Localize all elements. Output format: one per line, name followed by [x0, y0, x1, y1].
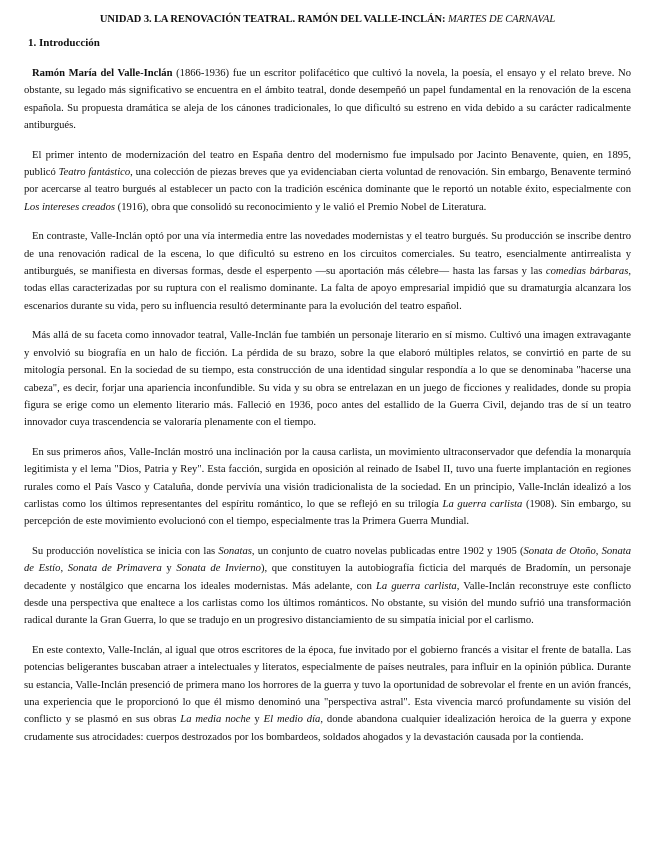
document-title-main: UNIDAD 3. LA RENOVACIÓN TEATRAL. RAMÓN DEL VALLE-INCLÁN: — [99, 14, 446, 25]
paragraph — [24, 543, 631, 630]
paragraph — [24, 642, 631, 746]
author-name: Ramón María del Valle-Inclán — [32, 68, 173, 79]
text-run: Más allá de su faceta como innovador teatral, Valle-Inclán fue también un personaje literario en sí mismo. Cultivó una imagen extravagante y envolvió su biografía en un halo de ficción. La pérdida de su brazo, sobre la que elaboró múltiples relatos, se convirtió en parte de su mitología personal. En la sociedad de su tiempo, esta construcción de una identidad singular respondía a lo que se denominaba "hacerse una cabeza", es decir, forjar una apariencia inconfundible. Su vida y su obra se entrelazan en un juego de ficciones y realidades, donde su propia figura se erige como un elemento literario más. Falleció en 1936, poco antes del estallido de la Guerra Civil, dejando tras de sí un teatro innovador cuya trascendencia se valoraría plenamente con el tiempo. — [24, 330, 631, 429]
text-run: , Valle-Inclán reconstruye este conflicto desde una perspectiva que enaltece a los carlistas como los últimos románticos. No obstante, su visión del mundo sufrió una transformación radical durante la Gran Guerra, lo que se tradujo en un progresivo distanciamiento de su simpatía inicial por el carlismo. — [24, 580, 631, 627]
paragraph — [24, 327, 631, 431]
text-run: En este contexto, Valle-Inclán, al igual que otros escritores de la época, fue invitado por el gobierno francés a visitar el frente de batalla. Las potencias beligerantes buscaban atraer a intelectuales y literatos, especialmente de países neutrales, para influir en la opinión pública. Durante su estancia, Valle-Inclán presenció de primera mano los horrores de la guerra y tuvo la oportunidad de sobrevolar el frente en un avión francés, una experiencia que le proporcionó lo que él mismo denominó una "perspectiva astral". Esta vivencia marcó profundamente su visión del conflicto y se plasmó en sus obras — [24, 644, 631, 726]
document-title-work: MARTES DE CARNAVAL — [447, 14, 556, 25]
work-title: La guerra carlista — [376, 580, 457, 592]
paragraph — [24, 444, 631, 531]
text-run: (1866-1936) fue un escritor polifacético que cultivó la novela, la poesía, el ensayo y el relato breve. No obstante, su legado más significativo se encuentra en el ámbito teatral, donde desempeñó un papel fundamental en la renovación de la escena española. Su propuesta dramática se aleja de los cánones tradicionales, lo que dificultó su estreno en vida debido a su carácter radicalmente antiburgués. — [24, 68, 631, 132]
document-body — [24, 65, 631, 746]
work-title: Sonatas — [218, 545, 252, 557]
work-title: Sonata de Otoño — [523, 545, 596, 557]
text-run: , donde abandona cualquier idealización heroica de la guerra y expone crudamente sus atrocidades: cuerpos destrozados por los bombardeos, soldados ahogados y la devastación causada por la contienda. — [24, 714, 632, 743]
text-run: , todas ellas caracterizadas por su ruptura con el realismo dominante. La falta de apoyo empresarial impidió que su dramaturgia alcanzara los escenarios durante su vida, pero su influencia resultó determinante para la evolución del teatro español. — [24, 266, 632, 312]
paragraph — [24, 147, 631, 217]
text-run: (1916), obra que consolidó su reconocimiento y le valió el Premio Nobel de Literatura. — [115, 201, 487, 213]
section-heading: 1. Introducción — [28, 37, 100, 49]
work-title: Teatro fantástico — [58, 167, 131, 179]
text-run: Su producción novelística se inicia con las — [32, 545, 219, 557]
text-run: , — [60, 563, 68, 575]
paragraph — [24, 228, 631, 315]
text-run: , — [595, 545, 602, 557]
text-run: En contraste, Valle-Inclán optó por una vía intermedia entre las novedades modernistas y el teatro burgués. Su producción se inscribe dentro de una renovación radical de la escena, lo que dificultó su estreno en los circuitos comerciales. Su teatro, esencialmente antirrealista y antiburgués, se manifiesta en diversas formas, desde el esperpento —su aportación más célebre— hasta las farsas y las — [24, 231, 631, 278]
paragraph — [24, 65, 631, 135]
text-run: , una colección de piezas breves que ya evidenciaban cierta voluntad de renovación. Sin embargo, Benavente terminó por acercarse al teatro burgués al establecer un pacto con la tradición escénica dominante que le reportó un notable éxito, especialmente con — [24, 167, 631, 196]
text-run: En sus primeros años, Valle-Inclán mostró una inclinación por la causa carlista, un movimiento ultraconservador que defendía la monarquía legitimista y el lema "Dios, Patria y Rey". Esta facción, surgida en oposición al reinado de Isabel II, tuvo una fuerte implantación en regiones rurales como el País Vasco y Cataluña, donde pervivía una visión tradicionalista de la sociedad. En un principio, Valle-Inclán idealizó a los carlistas como los últimos representantes del espíritu romántico, lo que se reflejó en su trilogía — [24, 446, 631, 510]
text-run: ), que constituyen la autobiografía ficticia del marqués de Bradomín, un personaje decadente y nostálgico que encarna los ideales modernistas. Más adelante, con — [24, 563, 631, 592]
work-title: La guerra carlista — [442, 498, 523, 510]
work-title: Los intereses creados — [24, 201, 116, 213]
text-run: (1908). Sin embargo, su percepción de este movimiento evolucionó con el tiempo, especialmente tras la Primera Guerra Mundial. — [24, 498, 631, 528]
text-run: y — [250, 714, 264, 726]
work-title: Sonata de Primavera — [67, 563, 162, 575]
text-run: y — [161, 563, 177, 575]
work-title: Sonata de Invierno — [176, 563, 261, 575]
work-title: Sonata de Estío — [24, 545, 631, 575]
document-title — [24, 14, 631, 25]
work-title: El medio día — [263, 714, 321, 726]
text-run: El primer intento de modernización del teatro en España dentro del modernismo fue impulsado por Jacinto Benavente, quien, en 1895, publicó — [24, 149, 631, 179]
work-title: La media noche — [180, 714, 251, 726]
work-title: comedias bárbaras — [545, 266, 629, 278]
text-run: , un conjunto de cuatro novelas publicadas entre 1902 y 1905 ( — [251, 545, 524, 557]
